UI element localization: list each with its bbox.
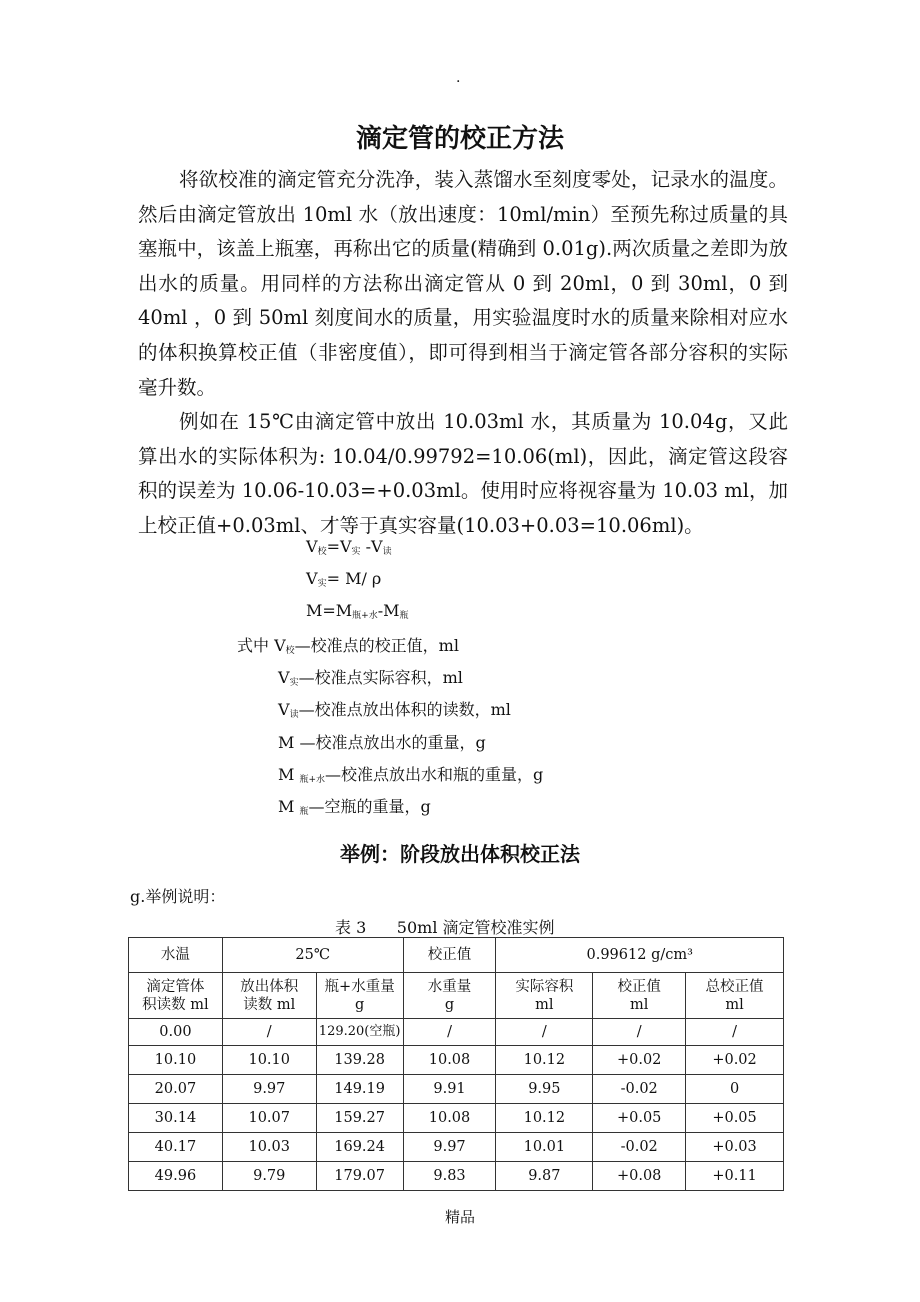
table-cell: 149.19 xyxy=(316,1075,403,1104)
table-cell: / xyxy=(222,1019,316,1046)
table-cell: 10.08 xyxy=(403,1046,496,1075)
table-cell: 0.00 xyxy=(129,1019,223,1046)
definition-m-water: M —校准点放出水的重量，g xyxy=(278,733,486,752)
water-density-value: 0.99612 g/cm³ xyxy=(496,938,784,973)
table-cell: +0.05 xyxy=(593,1104,686,1133)
formula-actual-volume: $V_实= M/$ ρ xyxy=(306,569,382,589)
table-cell: 10.03 xyxy=(222,1133,316,1162)
table-cell: 159.27 xyxy=(316,1104,403,1133)
definition-v-actual: $V_实—$校准点实际容积，ml xyxy=(278,668,463,688)
table-cell: 0 xyxy=(686,1075,784,1104)
table-cell: +0.08 xyxy=(593,1162,686,1191)
table-cell: 40.17 xyxy=(129,1133,223,1162)
table-cell: +0.03 xyxy=(686,1133,784,1162)
table-cell: 179.07 xyxy=(316,1162,403,1191)
definition-m-bottle: M $_瓶$—空瓶的重量，g xyxy=(278,797,431,817)
table-cell: 20.07 xyxy=(129,1075,223,1104)
paragraph-method: 将欲校准的滴定管充分洗净，装入蒸馏水至刻度零处，记录水的温度。然后由滴定管放出 10ml 水（放出速度：10ml/min）至预先称过质量的具塞瓶中，该盖上瓶塞，再称出它的质量(精确到 0.01g).两次质量之差即为放出水的质量。用同样的方法称出滴定管从 0 到 20ml，0 到 30ml，0 到 40ml ，0 到 50ml 刻度间水的质量，用实验温度时水的质量来除相对应水的体积换算校正值（非密度值），即可得到相当于滴定管各部分容积的实际毫升数。 xyxy=(138,168,788,399)
calibration-table xyxy=(128,937,784,1191)
table-header-row xyxy=(129,973,784,1019)
table-cell: 10.12 xyxy=(496,1104,593,1133)
example-label: g.举例说明： xyxy=(130,887,226,906)
water-temp-label: 水温 xyxy=(129,938,223,973)
table-cell: 9.79 xyxy=(222,1162,316,1191)
table-cell: +0.11 xyxy=(686,1162,784,1191)
table-row xyxy=(129,1133,784,1162)
table-cell: +0.02 xyxy=(593,1046,686,1075)
table-cell: / xyxy=(403,1019,496,1046)
formula-mass: $M=M_{瓶+水}-M_瓶$ xyxy=(306,601,409,621)
col-header: 水重量 g xyxy=(403,973,496,1019)
table-cell: 9.97 xyxy=(222,1075,316,1104)
col-header: 瓶+水重量 g xyxy=(316,973,403,1019)
table-row xyxy=(129,1162,784,1191)
table-cell: -0.02 xyxy=(593,1133,686,1162)
water-temp-value: 25℃ xyxy=(222,938,403,973)
table-cell: / xyxy=(496,1019,593,1046)
table-cell: 169.24 xyxy=(316,1133,403,1162)
table-cell: 9.91 xyxy=(403,1075,496,1104)
col-header: 校正值 ml xyxy=(593,973,686,1019)
col-header: 实际容积 ml xyxy=(496,973,593,1019)
table-cell: -0.02 xyxy=(593,1075,686,1104)
table-cell: 9.97 xyxy=(403,1133,496,1162)
page-title: 滴定管的校正方法 xyxy=(355,124,564,154)
table-row xyxy=(129,1104,784,1133)
table-cell: +0.02 xyxy=(686,1046,784,1075)
col-header: 放出体积 读数 ml xyxy=(222,973,316,1019)
table-cell: 10.12 xyxy=(496,1046,593,1075)
table-cell: 129.20(空瓶) xyxy=(316,1019,403,1046)
page-footer: 精品 xyxy=(444,1208,475,1226)
table-cell: / xyxy=(593,1019,686,1046)
table-cell: 10.07 xyxy=(222,1104,316,1133)
col-header: 滴定管体 积读数 ml xyxy=(129,973,223,1019)
table-row xyxy=(129,1075,784,1104)
definition-v-correction: 式中 $V_校—$校准点的校正值，ml xyxy=(237,636,459,656)
table-cell: 10.10 xyxy=(222,1046,316,1075)
table-cell: 10.10 xyxy=(129,1046,223,1075)
header-mark: . xyxy=(456,70,461,86)
paragraph-example: 例如在 15℃由滴定管中放出 10.03ml 水，其质量为 10.04g，又此算出水的实际体积为: 10.04/0.99792=10.06(ml)，因此，滴定管这段容积的误差为 10.06-10.03=+0.03ml。使用时应将视容量为 10.03 ml，加上校正值+0.03ml、才等于真实容量(10.03+0.03=10.06ml)。 xyxy=(138,410,788,537)
col-header: 总校正值 ml xyxy=(686,973,784,1019)
table-cell: 9.87 xyxy=(496,1162,593,1191)
definition-m-bottle-water: M $_{瓶+水}$—校准点放出水和瓶的重量，g xyxy=(278,765,544,785)
table-cell: 10.08 xyxy=(403,1104,496,1133)
table-row xyxy=(129,1046,784,1075)
table-cell: 139.28 xyxy=(316,1046,403,1075)
table-cell: +0.05 xyxy=(686,1104,784,1133)
correction-label: 校正值 xyxy=(403,938,496,973)
table-cell: 9.83 xyxy=(403,1162,496,1191)
table-cell: 49.96 xyxy=(129,1162,223,1191)
table-cell: 10.01 xyxy=(496,1133,593,1162)
table-cell: 30.14 xyxy=(129,1104,223,1133)
table-top-row xyxy=(129,938,784,973)
definition-v-reading: $V_读—$校准点放出体积的读数，ml xyxy=(278,700,511,720)
formula-correction: $V_校=V_实$ $-V_读$ xyxy=(306,537,392,557)
table-row xyxy=(129,1019,784,1046)
table-cell: / xyxy=(686,1019,784,1046)
table-cell: 9.95 xyxy=(496,1075,593,1104)
section-title: 举例：阶段放出体积校正法 xyxy=(340,842,580,866)
table-caption: 表 3 50ml 滴定管校准实例 xyxy=(335,918,555,937)
